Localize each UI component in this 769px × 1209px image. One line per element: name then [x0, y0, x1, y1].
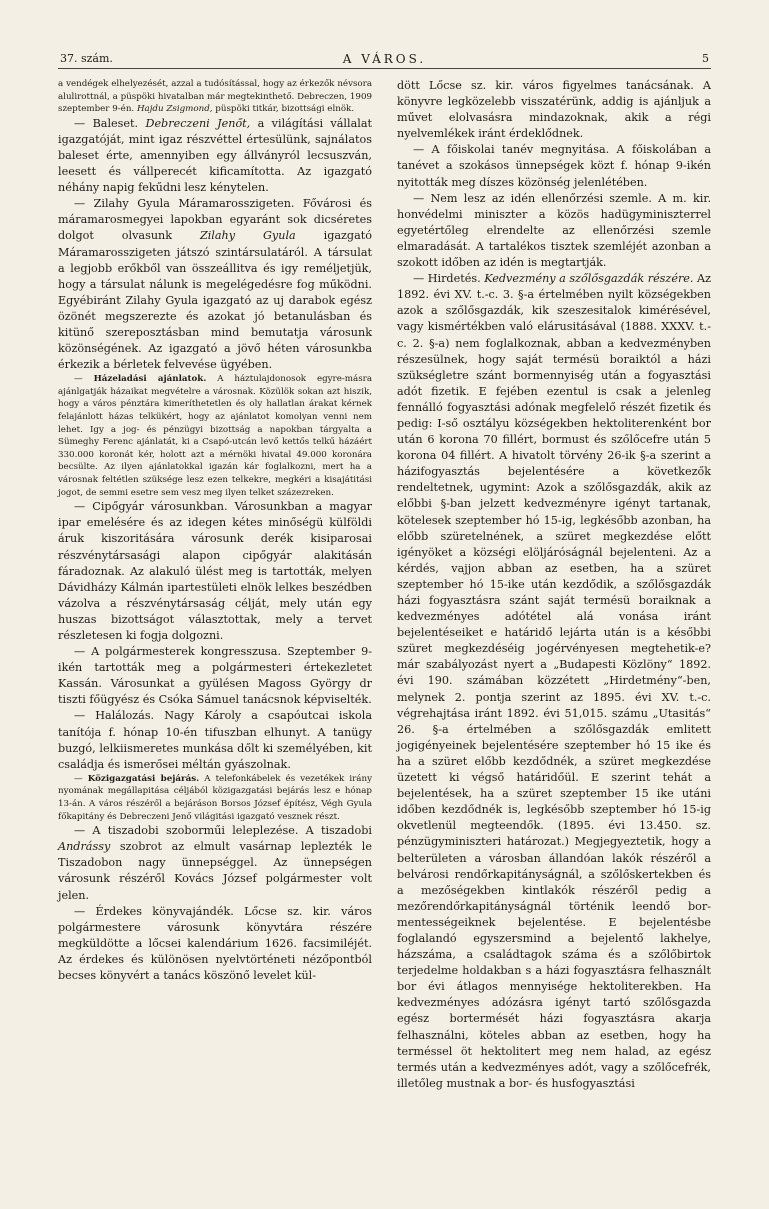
page-number: 5 — [702, 52, 709, 65]
issue-number: 37. szám. — [60, 52, 113, 65]
article-paragraph — [58, 904, 372, 984]
article-title: Házeladási ajánlatok. — [93, 374, 207, 385]
left-column — [58, 78, 372, 984]
article-paragraph — [397, 191, 711, 271]
article-text: — Hirdetés. — [413, 272, 485, 286]
article-text: — — [74, 374, 94, 385]
article-paragraph — [58, 373, 372, 499]
article-text: — Baleset. — [74, 116, 146, 130]
article-paragraph — [397, 271, 711, 1092]
emphasis-text: Hajdu Zsigmond, — [136, 104, 213, 115]
article-title: Közigazgatási bejárás. — [87, 773, 200, 784]
article-paragraph — [58, 116, 372, 196]
article-text: dött Lőcse sz. kir. város figyelmes tanácsának. A könyvre legközelebb visszatérünk, addig is ajánljuk a művet elolvasásra mindazoknak, akik a régi nyelvemlékek iránt érdeklődnek. — [397, 79, 711, 141]
article-text: A telefonkábelek és vezetékek irány nyomának megállapitása céljából közigazgatási bejárás lesz e hónap 13-án. A város részéről a bejáráson Borsos József építész, Végh Gyula főkapitány és Debreczeni Jenő világitási igazgató vesznek részt. — [58, 773, 372, 822]
emphasis-text: Zilahy Gyula — [199, 229, 296, 243]
article-text: — Zilahy Gyula Máramarosszigeten. Fővárosi és máramarosmegyei lapokban egyaránt sok dicséretes dolgot olvasunk — [58, 197, 372, 243]
article-paragraph — [397, 142, 711, 190]
emphasis-text: Debreczeni Jenőt, — [145, 116, 251, 130]
article-text: — Nem lesz az idén ellenőrzési szemle. A m. kir. honvédelmi miniszter a közös hadügyminiszterrel egyetértőleg elrendelte az ellenőrzési szemle elmaradását. A tartalékos tisztek szemléjét azonban a szokott időben az idén is megtartják. — [397, 191, 711, 270]
article-text: a vendégek elhelyezését, azzal a tudósítással, hogy az érkezők névsora alulirottnál, a püspöki hivatalban már megtekinthető. Debreczen, 1909 szeptember 9-én. — [58, 79, 372, 115]
article-text: igazgató Máramarosszigeten játszó szintársulatáról. A társulat a legjobb erőkből van összeállitva és igy reméljetjük, hogy a társulat nálunk is megelégedésre fog működni. Egyébiránt Zilahy Gyula igazgató az uj darabok egész özönét megszerezte és azokat jó betanulásban és kitünő szereposztásban mind bemutatja városunk közönségének. Az igazgató a jövő héten városunkba érkezik a bérletek felvevése ügyében. — [58, 229, 372, 372]
article-text: a világítási vállalat igazgatóját, mint igaz részvéttel értesülünk, sajnálatos baleset érte, amennyiben egy állványról lecsuszván, leesett és vállperecét kificamította. Az igazgató néhány napig fekűdni lesz kénytelen. — [58, 116, 372, 195]
article-text: — Cipőgyár városunkban. Városunkban a magyar ipar emelésére és az idegen kétes minőségü külföldi áruk kiszoritására városunk derék kisiparosai részvénytársasági alapon cipőgyár alakitásán fáradoznak. Az alakuló ülést meg is tartották, melyen Dávidházy Kálmán ipartestületi elnök lelkes beszédben vázolva a részvénytársaság célját, mely után egy huszas bizottságot választottak, mely a tervet részletesen ki fogja dolgozni. — [58, 500, 372, 642]
article-text: — A főiskolai tanév megnyitása. A főiskolában a tanévet a szokásos ünnepségek közt f. hónap 9-ikén nyitották meg díszes közönség jelenlétében. — [397, 143, 711, 189]
emphasis-text: Kedvezmény a szőlősgazdák részére. — [484, 272, 694, 286]
emphasis-text: Andrássy — [58, 840, 111, 854]
article-paragraph — [58, 708, 372, 772]
article-text: — A polgármesterek kongresszusa. Szeptember 9-ikén tartották meg a polgármesteri értekezletet Kassán. Városunkat a gyülésen Magoss György dr tiszti főügyész és Csóka Sámuel tanácsnok képviselték. — [58, 645, 372, 707]
journal-title: A VÁROS. — [342, 52, 427, 66]
article-text: A háztulajdonosok egyre-másra ajánlgatják házaikat megvételre a városnak. Közülök sokan azt hiszik, hogy a város pénztára kimeríthetetlen és oly hallatlan árakat kérnek felajánlott házas telkükért, hogy az ajánlatot komolyan venni nem lehet. Igy a jog- és pénzügyi bizottság a napokban tárgyalta a Sümeghy Ferenc ajánlatát, ki a Csapó-utcán levő kettős telkű házáért 330.000 koronát kér, holott azt a mérnöki hivatal 49.000 koronára becsülte. Az ilyen ajánlatokkal igazán kár foglalkozni, mert ha a városnak feltétlen szüksége lesz ezen telkekre, megkéri a kisajátitási jogot, de semmi esetre sem vesz meg ilyen telket százezreken. — [58, 374, 372, 498]
article-text: püspöki titkár, bizottsági elnök. — [212, 104, 355, 115]
right-column — [397, 78, 711, 1092]
article-paragraph — [58, 644, 372, 708]
article-paragraph — [58, 196, 372, 373]
article-paragraph — [58, 773, 372, 823]
article-paragraph — [58, 499, 372, 644]
article-text: — A tiszadobi szoborműi leleplezése. A tiszadobi — [74, 824, 372, 838]
article-text: — Érdekes könyvajándék. Lőcse sz. kir. város polgármestere városunk könyvtára részére megküldötte a lőcsei kalendárium 1626. facsimiléjét. Az érdekes és különösen nyelvtörténeti nézőpontból becses könyvért a tanács köszönő levelet kül- — [58, 904, 372, 983]
article-text: Az 1892. évi XV. t.-c. 3. §-a értelmében nyilt községekben azok a szőlősgazdák, kik szeszesitalok kimérésével, vagy kismértékben való elárusitásával (1888. XXXV. t.-c. 2. §-a) nem foglalkoznak, abban a kedvezményben részesülnek, hogy saját termésü boraiktól a házi szükségletre szánt bormennyiség után a fogyasztási adót fizetik. E fejében ezentul is csak a jelenleg fennálló fogyasztási adónak megfelelő részét fizetik és pedig: I-ső osztályu községekben hektoliterenként bor után 6 korona 70 fillért, bormust és szőlőcefre után 5 korona 04 fillért. A hivatolt törvény 26-ik §-a szerint a házifogyasztás bejelentésére a következők rendeltetnek, ugymint: Azok a szőlősgazdák, akik az előbbi §-ban jelzett kedvezményre igényt tartanak, kötelesek szeptember hó 15-ig, legkésőbb azonban, ha előbb szüretelnének, a szüret megkezdése előtt igényöket a községi elöljáróságnál bejelenteni. Az a kérdés, vajjon abban az esetben, ha a szüret szeptember hó 15-ike után kezdődik, a szőlősgazdák házi fogyasztásra szánt saját termésü boraiknak a kedvezményes adótétel alá vonása iránt bejelentéseiket e határidő lejárta után is a későbbi szüret megkezdéséig jogérvényesen megtehetik-e? már szabályozást nyert a „Budapesti Közlöny“ 1892. évi 190. számában közzétett „Hirdetmény“-ben, melynek 2. pontja szerint az 1895. évi XV. t.-c. végrehajtása iránt 1892. évi 51,015. számu „Utasitás“ 26. §-a értelmében a szőlősgazdák emlitett jogigényeinek bejelentésére szeptember hó 15 ike és ha a szüret előbb kezdődnék, a szüret megkezdése üzetett ki végső határidőül. E szerint tehát a bejelentések, ha a szüret szeptember 15 ike utáni időben kezdődnék is, legkésőbb szeptember hó 15-ig okvetlenül megteendők. (1895. évi 13.450. sz. pénzügyminiszteri határozat.) Megjegyeztetik, hogy a belterületen a városban állandóan lakók részéről a belvárosi rendőrkapitányságnál, a szőlőskertekben és a mezőségekben kintlakók részéről pedig a mezőrendőrkapitányságnál történik leendő bor-mentességeiknek bejelentése. E bejelentésbe foglalandó egyszersmind a bejelentő lakhelye, házszáma, a családtagok száma és a szőlőbirtok terjedelme holdakban s a házi fogyasztásra felhasznált bor évi átlagos mennyisége hektoliterekben. Ha kedvezményes adózásra igényt tartó szőlősgazda egész bortermését házi fogyasztásra akarja felhasználni, köteles abban az esetben, hogy ha terméssel öt hektolitert meg nem halad, az egész termés után a kedvezményes adót, vagy a szőlőcefrék, illetőleg mustnak a bor- és husfogyasztási — [397, 272, 711, 1090]
article-paragraph — [397, 78, 711, 142]
article-paragraph — [58, 78, 372, 116]
article-paragraph — [58, 823, 372, 903]
article-text: szobrot az elmult vasárnap leplezték le Tiszadobon nagy ünnepséggel. Az ünnepségen városunk részéről Kovács József polgármester volt jelen. — [58, 840, 372, 902]
article-text: — — [74, 773, 88, 784]
article-text: — Halálozás. Nagy Károly a csapóutcai iskola tanítója f. hónap 10-én tifuszban elhunyt. A tanügy buzgó, lelkiismeretes munkása dőlt ki személyében, kit családja és ismerősei méltán gyászolnak. — [58, 709, 372, 771]
page-header — [58, 52, 711, 69]
